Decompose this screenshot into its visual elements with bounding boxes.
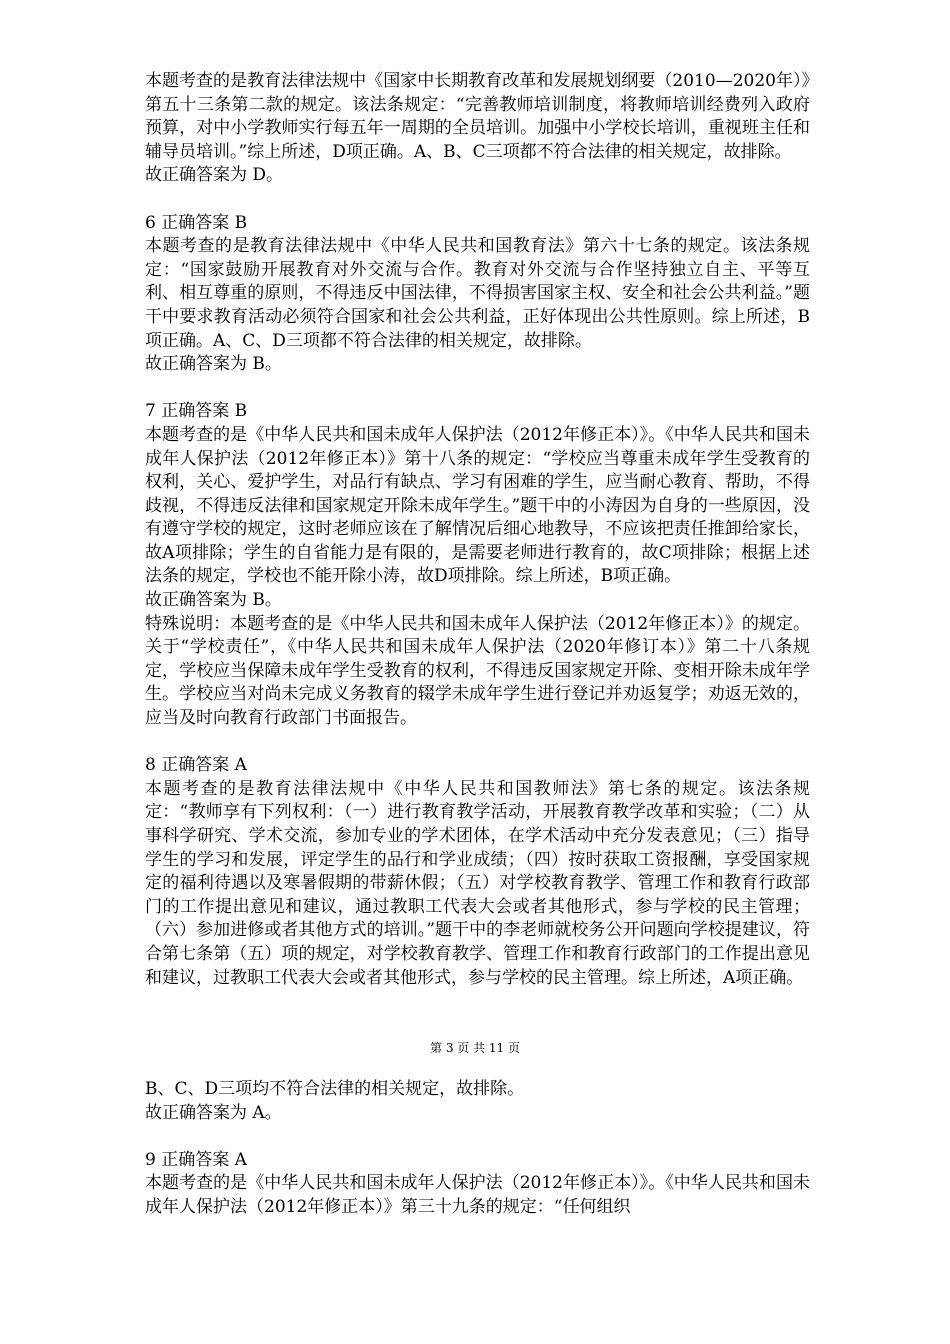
q5-explanation: 本题考查的是教育法律法规中《国家中长期教育改革和发展规划纲要（2010—2020年）》第五十三条第二款的规定。该法条规定：“完善教师培训制度，将教师培训经费列入政府预算，对中小学教师实行每五年一周期的全员培训。加强中小学校长培训，重视班主任和辅导员培训。”综上所述，D项正确。A、B、C三项都不符合法律的相关规定，故排除。 (145, 71, 810, 162)
q7-heading: 7 正确答案 B (145, 401, 248, 422)
q6-explanation: 本题考查的是教育法律法规中《中华人民共和国教育法》第六十七条的规定。该法条规定：“国家鼓励开展教育对外交流与合作。教育对外交流与合作坚持独立自主、平等互利、相互尊重的原则，不得违反中国法律，不得损害国家主权、安全和社会公共利益。”题干中要求教育活动必须符合国家和社会公共利益，正好体现出公共性原则。综上所述，B项正确。A、C、D三项都不符合法律的相关规定，故排除。 (145, 236, 810, 351)
q5-answer: 故正确答案为 D。 (145, 165, 284, 186)
q7-explanation: 本题考查的是《中华人民共和国未成年人保护法（2012年修正本）》。《中华人民共和国未成年人保护法（2012年修正本）》第十八条的规定：“学校应当尊重未成年学生受教育的权利，关心、爱护学生，对品行有缺点、学习有困难的学生，应当耐心教育、帮助，不得歧视，不得违反法律和国家规定开除未成年学生。”题干中的小涛因为自身的一些原因，没有遵守学校的规定，这时老师应该在了解情况后细心地教导，不应该把责任推卸给家长，故A项排除；学生的自省能力是有限的，是需要老师进行教育的，故C项排除；根据上述法条的规定，学校也不能开除小涛，故D项排除。综上所述，B项正确。 (145, 424, 810, 587)
q8-explanation-continued: B、C、D三项均不符合法律的相关规定，故排除。 (145, 1079, 525, 1099)
q7-special-note: 特殊说明：本题考查的是《中华人民共和国未成年人保护法（2012年修正本）》的规定。关于“学校责任”，《中华人民共和国未成年人保护法（2020年修订本）》第二十八条规定，学校应当保障未成年学生受教育的权利，不得违反国家规定开除、变相开除未成年学生。学校应当对尚未完成义务教育的辍学未成年学生进行登记并劝返复学；劝返无效的，应当及时向教育行政部门书面报告。 (145, 613, 810, 729)
spacer (145, 1125, 810, 1149)
q6-heading: 6 正确答案 B (145, 212, 248, 233)
page-body-bottom (145, 1078, 810, 1220)
page-footer: 第 3 页 共 11 页 (430, 1041, 520, 1055)
q8-heading: 8 正确答案 A (145, 755, 247, 776)
q8-explanation: 本题考查的是教育法律法规中《中华人民共和国教师法》第七条的规定。该法条规定：“教师享有下列权利：（一）进行教育教学活动，开展教育教学改革和实验；（二）从事科学研究、学术交流，参加专业的学术团体，在学术活动中充分发表意见；（三）指导学生的学习和发展，评定学生的品行和学业成绩；（四）按时获取工资报酬，享受国家规定的福利待遇以及寒暑假期的带薪休假；（五）对学校教育教学、管理工作和教育行政部门的工作提出意见和建议，通过教职工代表大会或者其他形式，参与学校的民主管理；（六）参加进修或者其他方式的培训。”题干中的李老师就校务公开问题向学校提建议，符合第七条第（五）项的规定，对学校教育教学、管理工作和教育行政部门的工作提出意见和建议，过教职工代表大会或者其他形式，参与学校的民主管理。综上所述，A项正确。 (145, 778, 810, 988)
spacer (145, 188, 810, 212)
q6-answer: 故正确答案为 B。 (145, 354, 282, 375)
q8-answer: 故正确答案为 A。 (145, 1102, 282, 1123)
spacer (145, 377, 810, 401)
page-body-top (145, 70, 810, 990)
q9-heading: 9 正确答案 A (145, 1149, 247, 1170)
q9-explanation: 本题考查的是《中华人民共和国未成年人保护法（2012年修正本）》。《中华人民共和国未成年人保护法（2012年修正本）》第三十九条的规定：“任何组织 (145, 1173, 810, 1217)
spacer (145, 731, 810, 755)
q7-answer: 故正确答案为 B。 (145, 590, 282, 611)
